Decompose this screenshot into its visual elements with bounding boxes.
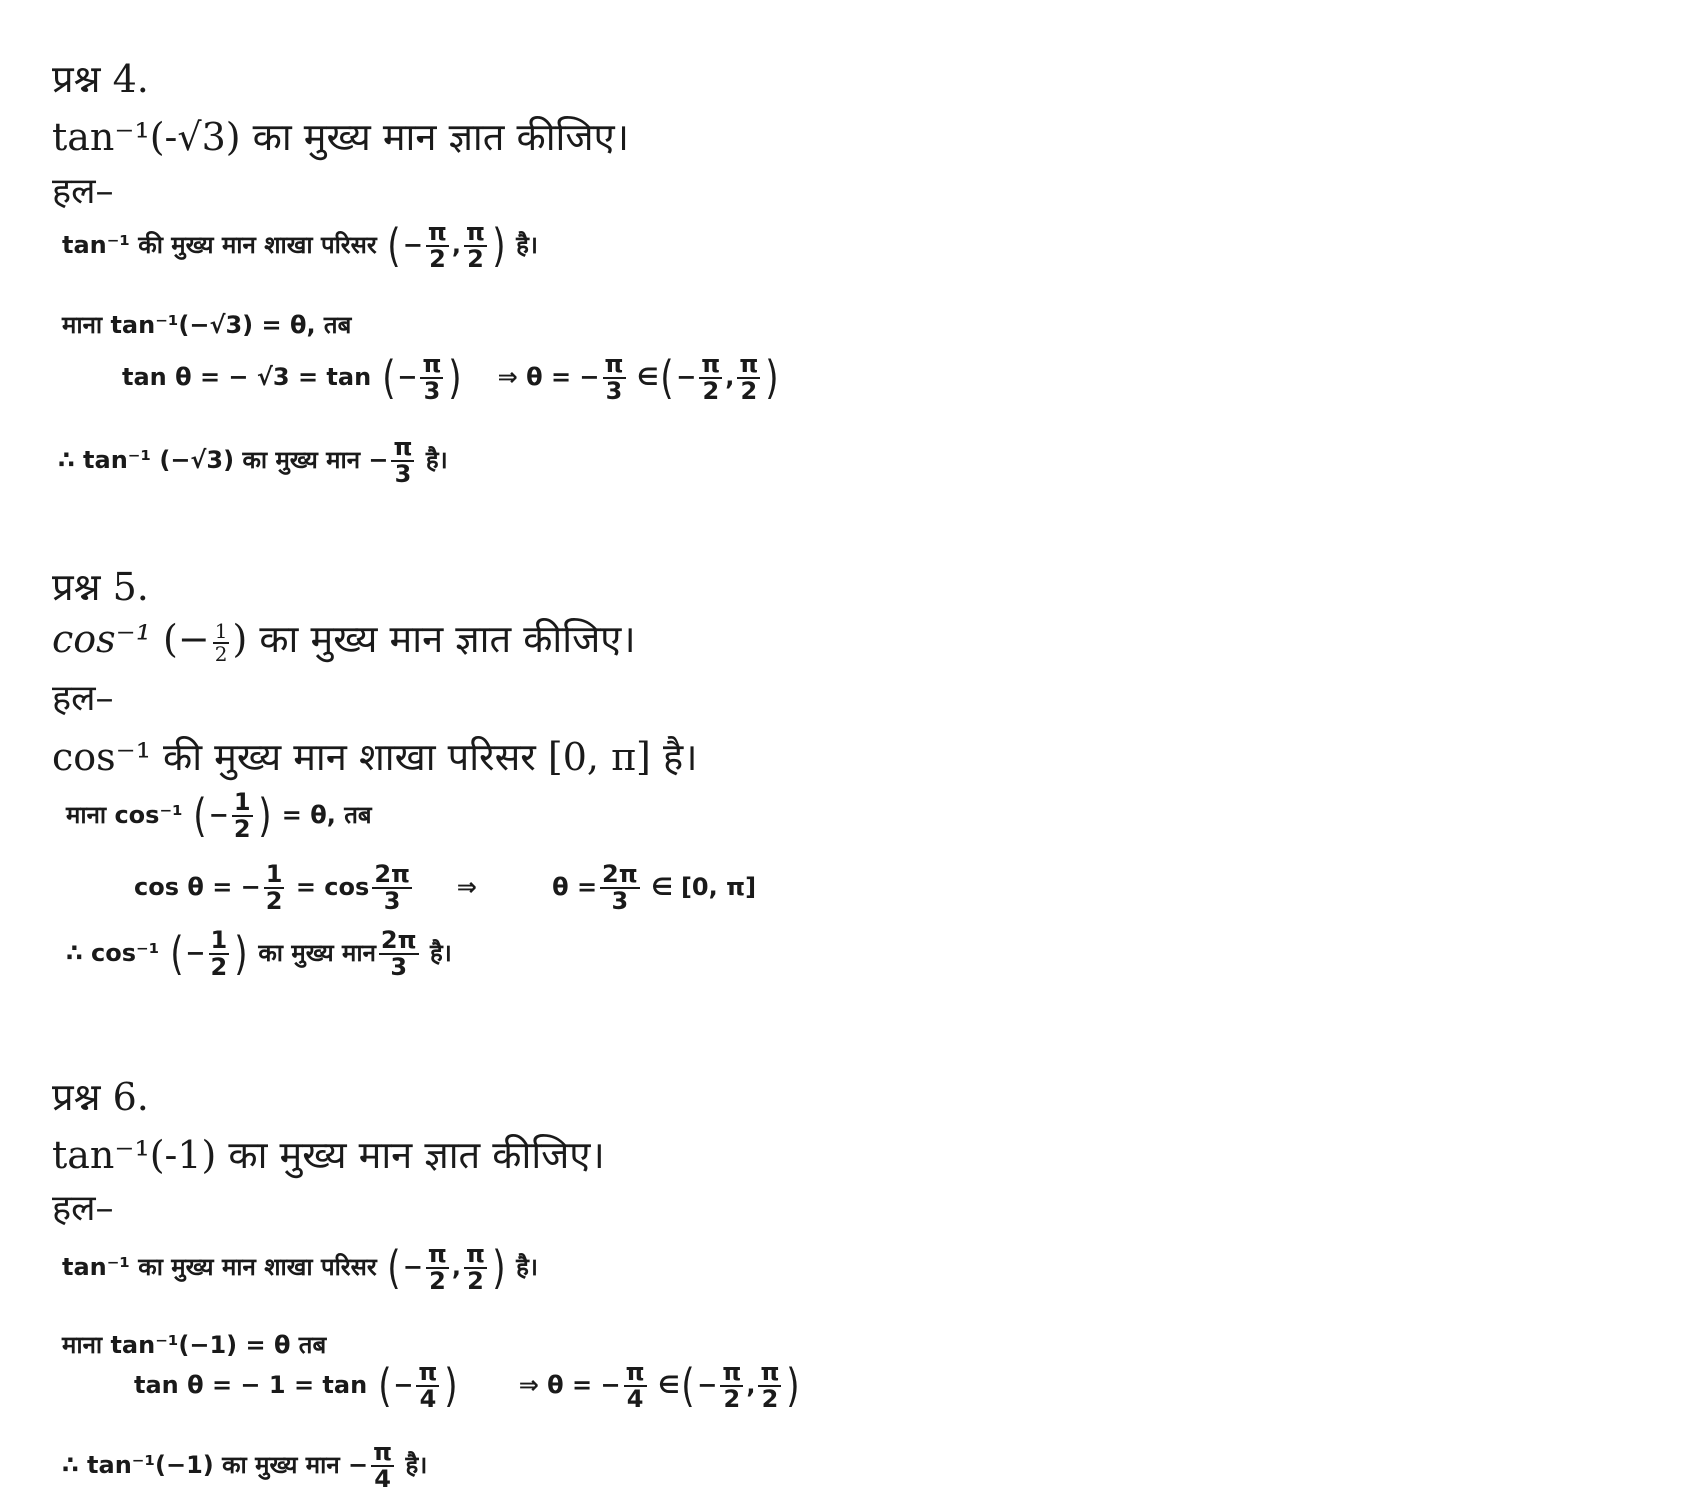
q4-range-line: tan⁻¹ की मुख्य मान शाखा परिसर (− $\frac{\pi}{2}$ , $\frac{\pi}{2}$ ) है। — [62, 218, 539, 274]
q4-solution-label: हल– — [52, 171, 114, 212]
q4-equation-line: tan θ = − √3 = tan (− $\frac{\pi}{3}$ ) ⇒ θ = − $\frac{\pi}{3}$ ∈(− $\frac{\pi}{2}$ , $\frac{\pi}{2}$ ) — [122, 350, 779, 406]
q6-question: tan⁻¹(-1) का मुख्य मान ज्ञात कीजिए। — [52, 1133, 605, 1177]
q6-range-line: tan⁻¹ का मुख्य मान शाखा परिसर (− $\frac{\pi}{2}$ , $\frac{\pi}{2}$ ) है। — [62, 1240, 539, 1296]
q5-conclusion-line: ∴ cos⁻¹ (− $\frac{1}{2}$ ) का मुख्य मान $\frac{2\pi}{3}$ है। — [66, 926, 452, 982]
q4-range-text: tan⁻¹ की मुख्य मान शाखा परिसर — [62, 231, 377, 260]
q4-assume-line: माना tan⁻¹(−√3) = θ, तब — [62, 311, 352, 339]
q5-heading: प्रश्न 5. — [52, 565, 149, 609]
q5-assume-line: माना cos⁻¹ (− $\frac{1}{2}$ ) = θ, तब — [66, 788, 372, 844]
q4-question: tan⁻¹(-√3) का मुख्य मान ज्ञात कीजिए। — [52, 115, 629, 159]
q5-range-line: cos⁻¹ की मुख्य मान शाखा परिसर [0, π] है। — [52, 735, 698, 779]
q4-conclusion-line: ∴ tan⁻¹ (−√3) का मुख्य मान − $\frac{\pi}{3}$ है। — [58, 433, 448, 489]
q6-conclusion-line: ∴ tan⁻¹(−1) का मुख्य मान − $\frac{\pi}{4}$ है। — [62, 1438, 428, 1494]
q4-heading: प्रश्न 4. — [52, 57, 149, 101]
q6-equation-line: tan θ = − 1 = tan (− $\frac{\pi}{4}$ ) ⇒ θ = − $\frac{\pi}{4}$ ∈(− $\frac{\pi}{2}$ , $\frac{\pi}{2}$ ) — [134, 1358, 801, 1414]
q6-solution-label: हल– — [52, 1188, 114, 1229]
q5-solution-label: हल– — [52, 678, 114, 719]
q6-assume-line: माना tan⁻¹(−1) = θ तब — [62, 1331, 327, 1359]
q5-equation-line: cos θ = − $\frac{1}{2}$ = cos $\frac{2\pi}{3}$ ⇒ θ = $\frac{2\pi}{3}$ ∈ [0, π] — [134, 860, 757, 916]
q5-question: cos⁻¹ (− $\frac{1}{2}$ ) का मुख्य मान ज्ञात कीजिए। — [52, 617, 636, 666]
q6-heading: प्रश्न 6. — [52, 1075, 149, 1119]
